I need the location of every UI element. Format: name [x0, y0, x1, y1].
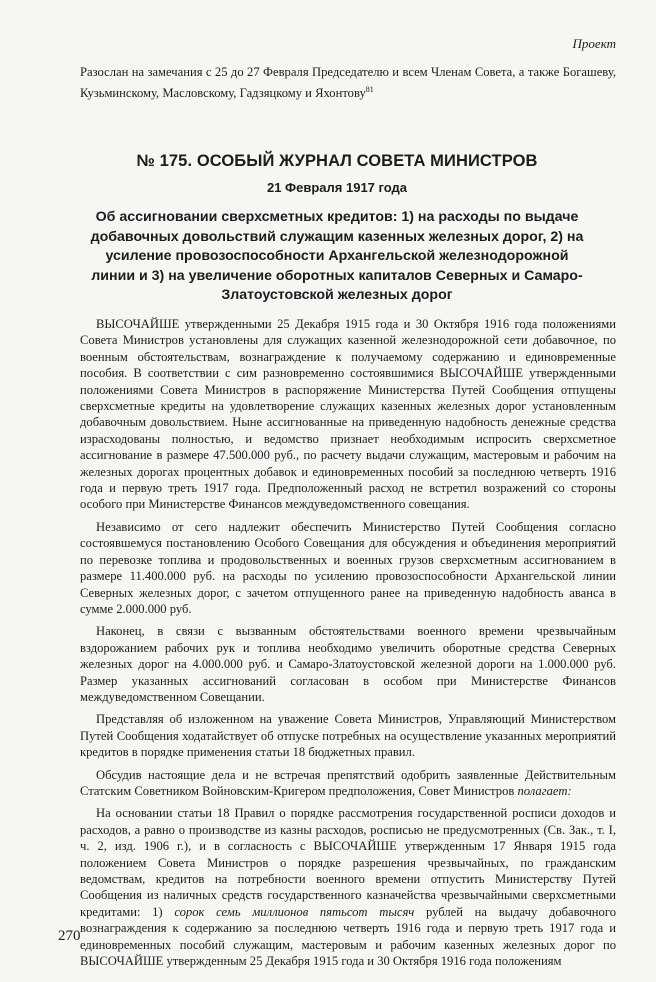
page-number: 270	[58, 928, 81, 944]
paragraph-5	[80, 767, 616, 800]
paragraph-5-italic: полагает:	[517, 783, 572, 798]
paragraph-6-italic: сорок семь миллионов пятьсот тысяч	[174, 904, 415, 919]
paragraph-4: Представляя об изложенном на уважение Совета Министров, Управляющий Министерством Путей Сообщения ходатайствует об отпуске потребных на осуществление указанных мероприятий кредитов в порядке применения статьи 18 бюджетных правил.	[80, 712, 616, 760]
document-date: 21 Февраля 1917 года	[266, 180, 408, 195]
distribution-note-text: Разослан на замечания с 25 до 27 Февраля Председателю и всем Членам Совета, а также Богашеву, Кузьминскому, Масловскому, Гадзяцкому и Яхонтову	[80, 65, 616, 101]
document-subject: Об ассигновании сверхсметных кредитов: 1) на расходы по выдаче добавочных довольствий служащим казенных железных дорог, 2) на усиление провозоспособности Архангельской железнодорожной линии и 3) на увеличение оборотных капиталов Северных и Самаро-Златоустовской железных дорог	[90, 209, 584, 303]
paragraph-6-start: На основании статьи 18 Правил о порядке рассмотрения государственной росписи доходов и расходов, а равно о производстве из казны расходов, росписью не предусмотренных (Св. Зак., т. I, ч. 2, изд. 1906 г.), и в согласность с ВЫСОЧАЙШЕ утвержденным 17 Января 1915 года положением Совета Министров о порядке разрешения чрезвычайных, по гражданским ведомствам, кредитов на потребности военного времени отпустить Министерству Путей Сообщения из наличных средств государственного казначейства чрезвычайными сверхсметными кредитами: 1)	[80, 806, 616, 919]
paragraph-3: Наконец, в связи с вызванным обстоятельствами военного времени чрезвычайным вздорожанием рабочих рук и топлива необходимо увеличить оборотные средства Северных железных дорог на 4.000.000 руб. и Самаро-Златоустовской железной дороги на 1.000.000 руб. Размер указанных ассигнований согласован в особом при Министерстве Финансов междуведомственном Совещании.	[80, 624, 616, 704]
draft-label: Проект	[572, 36, 616, 51]
footnote-marker: 81	[365, 85, 374, 94]
paragraph-5-text: Обсудив настоящие дела и не встречая препятствий одобрить заявленные Действительным Статским Советником Войновским-Кригером предположения, Совет Министров	[80, 767, 616, 798]
distribution-note	[80, 64, 616, 102]
document-title: № 175. ОСОБЫЙ ЖУРНАЛ СОВЕТА МИНИСТРОВ	[136, 152, 538, 170]
document-body	[80, 316, 616, 975]
paragraph-6	[80, 805, 616, 969]
paragraph-1: ВЫСОЧАЙШЕ утвержденными 25 Декабря 1915 года и 30 Октября 1916 года положениями Совета Министров установлены для служащих казенной железнодорожной сети добавочное, по военным обстоятельствам, вознаграждение к получаемому содержанию и единовременные пособия. В соответствии с сим разновременно состоявшимися ВЫСОЧАЙШЕ утвержденными положениями Совета Министров в распоряжение Министерства Путей Сообщения отпущены сверхсметные кредиты на удовлетворение служащих казенных железных дорог установленным добавочным довольствием. Ныне ассигнованные на приведенную надобность денежные средства израсходованы полностью, и ведомство признает необходимым испросить сверхсметное ассигнование в размере 47.500.000 руб., по расчету выдачи служащим, мастеровым и рабочим на железных дорогах процентных добавок и единовременных пособий за последнюю четверть 1916 года и первую треть 1917 года. Предположенный расход не встретил возражений со стороны особого при Министерстве Финансов междуведомственного совещания.	[80, 317, 616, 512]
paragraph-6-end: рублей на выдачу добавочного вознаграждения к содержанию за последнюю четверть 1916 года и первую треть 1917 года и единовременных пособий служащим, мастеровым и рабочим казенных железных дорог по ВЫСОЧАЙШЕ утвержденным 25 Декабря 1915 года и 30 Октября 1916 года положениям	[80, 904, 616, 969]
paragraph-2: Независимо от сего надлежит обеспечить Министерство Путей Сообщения согласно состоявшемуся постановлению Особого Совещания для обсуждения и объединения мероприятий по перевозке топлива и продовольственных и военных грузов сверхсметным ассигнованием в размере 11.400.000 руб. на расходы по усилению провозоспособности Архангельской линии Северных железных дорог, с зачетом отпущенного ранее на приведенную надобность аванса в сумме 2.000.000 руб.	[80, 519, 616, 616]
